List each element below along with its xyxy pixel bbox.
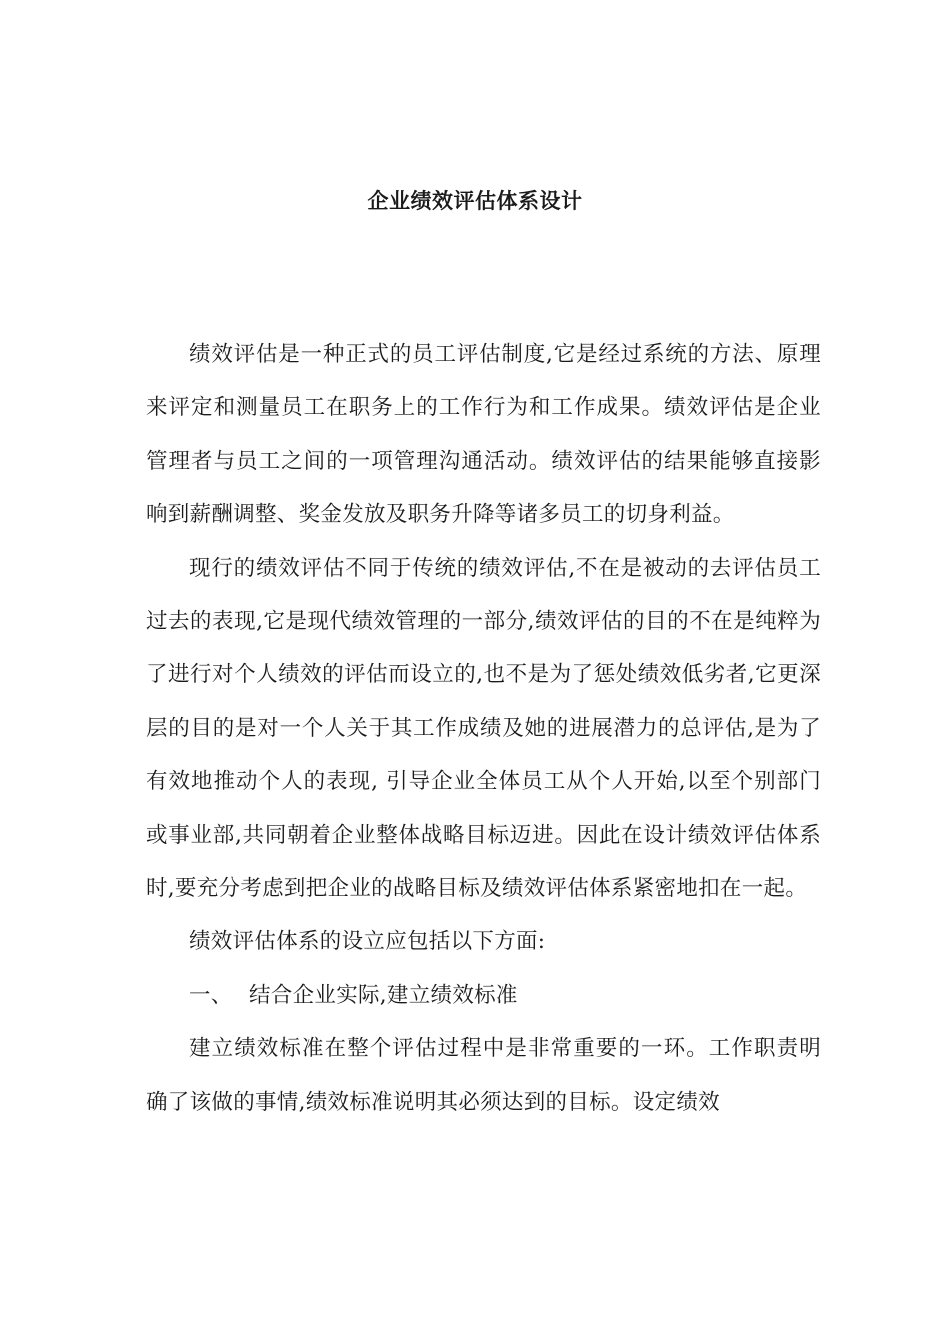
section-heading <box>146 969 821 1022</box>
paragraph-modern-evaluation: 现行的绩效评估不同于传统的绩效评估,不在是被动的去评估员工过去的表现,它是现代绩效管理的一部分,绩效评估的目的不在是纯粹为了进行对个人绩效的评估而设立的,也不是为了惩处绩效低劣者,它更深层的目的是对一个人关于其工作成绩及她的进展潜力的总评估,是为了有效地推动个人的表现, 引导企业全体员工从个人开始,以至个别部门或事业部,共同朝着企业整体战略目标迈进。因此在设计绩效评估体系时,要充分考虑到把企业的战略目标及绩效评估体系紧密地扣在一起。 <box>146 555 821 902</box>
paragraph-aspects-intro: 绩效评估体系的设立应包括以下方面: <box>189 929 546 955</box>
paragraph-standards: 建立绩效标准在整个评估过程中是非常重要的一环。工作职责明确了该做的事情,绩效标准说明其必须达到的目标。设定绩效 <box>146 1036 821 1115</box>
document-title: 企业绩效评估体系设计 <box>367 188 583 213</box>
document-body <box>146 328 821 1129</box>
section-heading-text: 结合企业实际,建立绩效标准 <box>249 982 518 1008</box>
paragraph-intro: 绩效评估是一种正式的员工评估制度,它是经过系统的方法、原理来评定和测量员工在职务上的工作行为和工作成果。绩效评估是企业管理者与员工之间的一项管理沟通活动。绩效评估的结果能够直接影响到薪酬调整、奖金发放及职务升降等诸多员工的切身利益。 <box>146 342 821 528</box>
section-number: 一、 <box>189 982 233 1008</box>
